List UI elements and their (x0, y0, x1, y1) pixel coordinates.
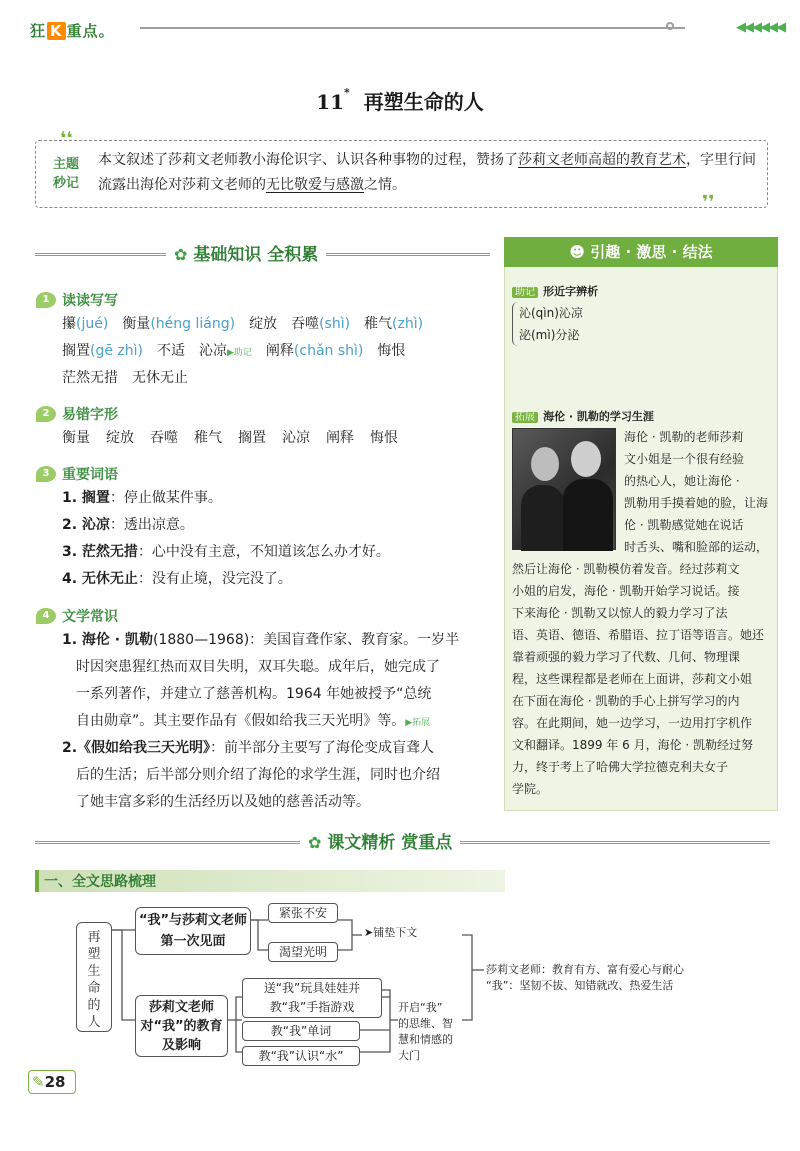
mindmap-root (76, 922, 112, 1032)
pinyin: (gē zhì) (90, 343, 143, 359)
ext-text-full (512, 558, 774, 800)
mindmap-b1-leaf-2: 渴望光明 (268, 942, 338, 962)
tag-memo: ▶助记 (227, 348, 252, 358)
person-icon: ☻ (569, 243, 586, 261)
memo-content: 沁(qìn)沁凉 泌(mì)分泌 (512, 302, 583, 346)
header-rule (140, 27, 685, 29)
reading-word: 衡量 (122, 316, 151, 332)
quote-open-icon: ❛❛ (60, 128, 73, 149)
text-line: 文小姐是一个很有经验 (624, 452, 745, 466)
pinyin: (chǎn shì) (293, 343, 364, 359)
root-label: 再 塑 生 命 的 人 (87, 930, 101, 1030)
mindmap-branch-1: “我”与莎莉文老师第一次见面 (135, 907, 251, 955)
memo-header: 助记 形近字辨析 (512, 280, 598, 299)
text-line: 然后让海伦 · 凯勒模仿着发音。经过莎莉文 (512, 562, 740, 576)
badge-1: 1 (36, 292, 56, 308)
vocab-item: 2. 沁凉：透出凉意。 (62, 517, 194, 533)
header-circle-decoration (666, 22, 674, 30)
text-line: 凯勒用手摸着她的脸，让海 (624, 496, 769, 510)
confusing-heading: 易错字形 (62, 407, 118, 423)
mindmap-b2-leaf-2: 教“我”单词 (242, 1021, 360, 1041)
reading-word: 阐释 (265, 343, 294, 359)
mindmap-title: 一、全文思路梳理 (44, 874, 156, 890)
literature-item-1: 1. 海伦 · 凯勒(1880—1968)：美国盲聋作家、教育家。一岁半 时因突患猩红热而双目失明，双耳失聪。成年后，她完成了 一系列著作，并建立了慈善机构。1964 年她被授予“总统 自由勋章”。其主要作品有《假如给我三天光明》等。▶拓展 (62, 632, 460, 729)
badge-2: 2 (36, 406, 56, 422)
text-line: 小姐的启发，海伦 · 凯勒开始学习说话。接 (512, 584, 740, 598)
vocab-item: 3. 茫然无措：心中没有主意，不知道该怎么办才好。 (62, 544, 390, 560)
text-line: 伦 · 凯勒感觉她在说话 (624, 518, 744, 532)
reading-word: 吞噬 (291, 316, 320, 332)
text-line: 学院。 (512, 782, 549, 796)
reading-heading: 读读写写 (62, 293, 118, 309)
confusing-word: 吞噬 (150, 430, 178, 446)
quote-close-icon: ❜❜ (702, 192, 715, 213)
reading-word: 搁置 (62, 343, 90, 359)
reading-word: 沁凉 (199, 343, 227, 359)
arrow-right-icon: ➤ (364, 926, 374, 939)
vocab-item: 1. 搁置：停止做某件事。 (62, 490, 222, 506)
mindmap-summary: 莎莉文老师：教育有方、富有爱心与耐心 “我”：坚韧不拔、知错就改、热爱生活 (486, 963, 684, 992)
mindmap-b1-leaf-1: 紧张不安 (268, 903, 338, 923)
text-line: 文和翻译。1899 年 6 月，海伦 · 凯勒经过努 (512, 738, 754, 752)
badge-4: 4 (36, 608, 56, 624)
reading-word: 不适 (157, 343, 185, 359)
text-line: 时舌头、嘴和脸部的运动， (624, 540, 769, 554)
text-line: 的热心人，她让海伦 · (624, 474, 740, 488)
vocab-list (62, 485, 492, 593)
pinyin: (zhì) (392, 316, 424, 332)
text-line: 语、英语、德语、希腊语、拉丁语等语言。她还 (512, 628, 765, 642)
summary-text: 本文叙述了莎莉文老师教小海伦识字、认识各种事物的过程，赞扬了莎莉文老师高超的教育艺术，字里行间流露出海伦对莎莉文老师的无比敬爱与感激之情。 (98, 152, 756, 193)
sidebar-title: ☻ 引趣 · 激思 · 结法 (504, 237, 778, 267)
reading-word: 稚气 (364, 316, 393, 332)
reading-line-3 (62, 365, 492, 392)
confusing-word: 衡量 (62, 430, 90, 446)
summary-label: 主题 秒记 (52, 157, 79, 191)
leaf-icon: ✎ (32, 1073, 45, 1091)
reading-word: 攥 (62, 316, 76, 332)
section-swirl-icon: ✿ (174, 245, 188, 264)
text-line: 力，终于考上了哈佛大学拉德克利夫女子 (512, 760, 729, 774)
reading-word: 茫然无措 (62, 370, 118, 386)
reading-line-2 (62, 338, 492, 367)
ext-header: 拓展 海伦 · 凯勒的学习生涯 (512, 405, 654, 424)
confusing-word: 绽放 (106, 430, 134, 446)
page-number: ✎28 (32, 1073, 66, 1091)
text-line: 海伦 · 凯勒的老师莎莉 (624, 430, 744, 444)
reading-word: 绽放 (249, 316, 278, 332)
literature-heading: 文学常识 (62, 609, 118, 625)
mindmap-b1-note: ➤铺垫下文 (364, 926, 418, 939)
confusing-word: 稚气 (194, 430, 222, 446)
pinyin: (jué) (76, 316, 109, 332)
reading-line-1 (62, 311, 492, 338)
section1-title: ✿ 基础知识 全积累 (166, 240, 326, 265)
helen-keller-photo (512, 428, 616, 550)
text-line: 下来海伦 · 凯勒又以惊人的毅力学习了法 (512, 606, 728, 620)
text-line: 靠着顽强的毅力学习了代数、几何、物理课 (512, 650, 741, 664)
literature-item-2: 2.《假如给我三天光明》：前半部分主要写了海伦变成盲聋人 后的生活；后半部分则介绍了海伦的求学生涯，同时也介绍 了她丰富多彩的生活经历以及她的慈善活动等。 (62, 740, 440, 810)
badge-3: 3 (36, 466, 56, 482)
vocab-heading: 重要词语 (62, 467, 118, 483)
mindmap-b2-leaf-3: 教“我”认识“水” (242, 1046, 360, 1066)
vocab-item: 4. 无休无止：没有止境，没完没了。 (62, 571, 292, 587)
section-swirl-icon-2: ✿ (308, 833, 322, 852)
tag-extension: ▶拓展 (405, 718, 431, 728)
confusing-word: 悔恨 (370, 430, 398, 446)
header-arrows-icon: ◀◀◀◀◀◀ (736, 20, 784, 35)
mindmap-b2-note: 开启“我” 的思维、智 慧和情感的 大门 (398, 1001, 453, 1062)
lesson-title: 11* 再塑生命的人 (316, 86, 484, 114)
reading-word: 悔恨 (377, 343, 406, 359)
confusing-words (62, 425, 492, 452)
confusing-word: 搁置 (238, 430, 266, 446)
pinyin: (héng liáng) (150, 316, 236, 332)
confusing-word: 阐释 (326, 430, 354, 446)
text-line: 程，这些课程都是老师在上面讲，莎莉文小姐 (512, 672, 753, 686)
ext-text-short (624, 426, 774, 558)
pinyin: (shì) (319, 316, 351, 332)
mindmap-b2-leaf-1: 送“我”玩具娃娃并教“我”手指游戏 (242, 978, 382, 1018)
section2-title: ✿ 课文精析 赏重点 (300, 828, 460, 853)
confusing-word: 沁凉 (282, 430, 310, 446)
text-line: 在下面在海伦 · 凯勒的手心上拼写学习的内 (512, 694, 740, 708)
mindmap-branch-2: 莎莉文老师对“我”的教育及影响 (135, 995, 228, 1057)
brand-logo: 狂 K 重点。 (30, 22, 115, 40)
reading-word: 无休无止 (132, 370, 188, 386)
text-line: 容。在此期间，她一边学习，一边用打字机作 (512, 716, 753, 730)
